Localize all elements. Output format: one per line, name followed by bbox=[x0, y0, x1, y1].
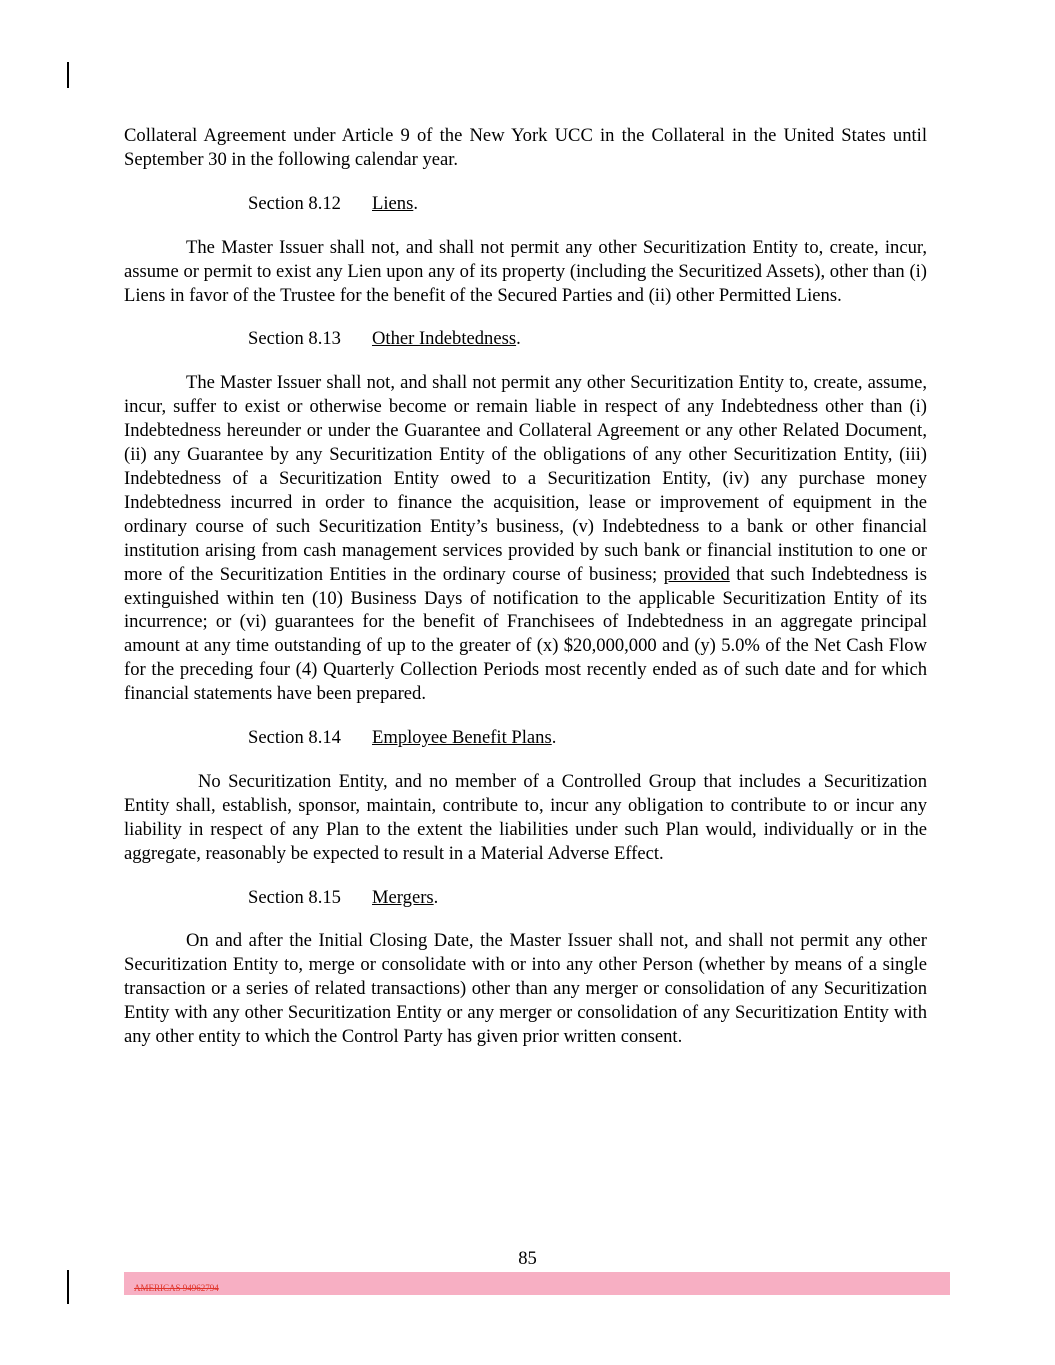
paragraph-liens: The Master Issuer shall not, and shall not permit any other Securitization Entity to, create, incur, assume or permit to exist any Lien upon any of its property (including the Securitized Assets), other than (i) Liens in favor of the Trustee for the benefit of the Secured Parties and (ii) other Permitted Liens. bbox=[124, 236, 927, 306]
paragraph-employee-benefit-plans: No Securitization Entity, and no member of a Controlled Group that includes a Securitization Entity shall, establish, sponsor, maintain, contribute to, incur any obligation to contribute to or incur any liability in respect of any Plan to the extent the liabilities under such Plan would, individually or in the aggregate, reasonably be expected to result in a Material Adverse Effect. bbox=[124, 770, 927, 864]
page-body bbox=[124, 124, 927, 1049]
page-number: 85 bbox=[518, 1248, 537, 1269]
section-title: Employee Benefit Plans bbox=[372, 727, 552, 749]
section-punct: . bbox=[413, 192, 418, 214]
section-number: Section 8.15 bbox=[248, 886, 341, 908]
change-bar-top bbox=[67, 62, 69, 88]
paragraph-text: that such Indebtedness is extinguished within ten (10) Business Days of notification to the applicable Securitization Entity of its incurrence; or (vi) guarantees for the benefit of Franchisees of Indebtedness in an aggregate principal amount at any time outstanding of up to the greater of (x) $20,000,000 and (y) 5.0% of the Net Cash Flow for the preceding four (4) Quarterly Collection Periods most recently ended as of such date and for which financial statements have been prepared. bbox=[124, 563, 928, 705]
section-punct: . bbox=[433, 886, 439, 908]
provided-term: provided bbox=[663, 563, 730, 585]
change-bar-bottom bbox=[67, 1270, 69, 1304]
section-number: Section 8.14 bbox=[248, 727, 341, 749]
footer-band bbox=[124, 1272, 950, 1295]
section-heading-8-13 bbox=[248, 327, 927, 351]
section-title: Mergers bbox=[372, 886, 434, 908]
section-title: Liens bbox=[372, 192, 414, 214]
section-punct: . bbox=[516, 328, 521, 350]
paragraph-text: The Master Issuer shall not, and shall not permit any other Securitization Entity to, create, assume, incur, suffer to exist or otherwise become or remain liable in respect of any Indebtedness other than (i) Indebtedness hereunder or under the Guarantee and Collateral Agreement or any other Related Document, (ii) any Guarantee by any Securitization Entity of the obligations of any other Securitization Entity, (iii) Indebtedness of a Securitization Entity owed to a Securitization Entity, (iv) any purchase money Indebtedness incurred in order to finance the acquisition, lease or improvement of equipment in the ordinary course of such Securitization Entity’s business, (v) Indebtedness to a bank or other financial institution arising from cash management services provided by such bank or financial institution to one or more of the Securitization Entities in the ordinary course of business; bbox=[124, 372, 927, 585]
paragraph-continuation: Collateral Agreement under Article 9 of the New York UCC in the Collateral in the United States until September 30 in the following calendar year. bbox=[124, 125, 927, 170]
section-heading-8-14 bbox=[248, 726, 927, 750]
section-number: Section 8.13 bbox=[248, 328, 341, 350]
document-id: AMERICAS 94962794 bbox=[134, 1283, 219, 1293]
section-number: Section 8.12 bbox=[248, 192, 341, 214]
section-heading-8-15 bbox=[248, 886, 927, 910]
paragraph-other-indebtedness bbox=[124, 371, 927, 706]
paragraph-mergers: On and after the Initial Closing Date, the Master Issuer shall not, and shall not permit any other Securitization Entity to, merge or consolidate with or into any other Person (whether by means of a single transaction or a series of related transactions) other than any merger or consolidation of any Securitization Entity with any other Securitization Entity or any merger or consolidation of any Securitization Entity with any other entity to which the Control Party has given prior written consent. bbox=[124, 930, 927, 1048]
section-punct: . bbox=[551, 727, 557, 749]
section-heading-8-12 bbox=[248, 192, 927, 216]
section-title: Other Indebtedness bbox=[372, 328, 517, 350]
